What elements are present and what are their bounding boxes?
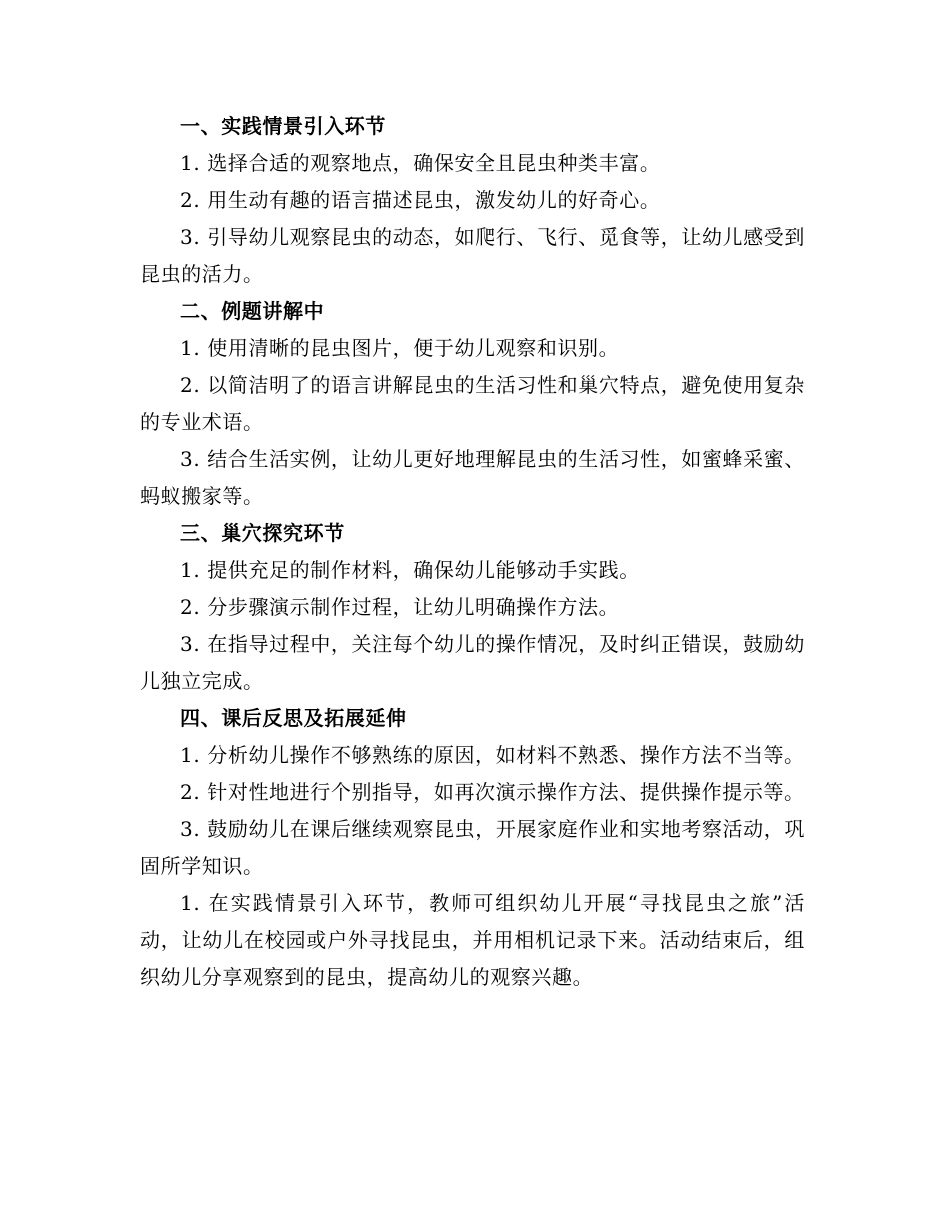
paragraph: 2. 用生动有趣的语言描述昆虫，激发幼儿的好奇心。 [180, 188, 661, 212]
paragraph: 2. 针对性地进行个别指导，如再次演示操作方法、提供操作提示等。 [180, 780, 805, 804]
paragraph: 1. 分析幼儿操作不够熟练的原因，如材料不熟悉、操作方法不当等。 [180, 743, 805, 767]
paragraph: 3. 结合生活实例，让幼儿更好地理解昆虫的生活习性，如蜜蜂采蜜、蚂蚁搬家等。 [140, 447, 805, 508]
paragraph: 1. 使用清晰的昆虫图片，便于幼儿观察和识别。 [180, 336, 620, 360]
section-heading: 三、巢穴探究环节 [180, 521, 345, 545]
document-page [140, 108, 805, 996]
section-heading: 四、课后反思及拓展延伸 [180, 706, 407, 730]
paragraph: 1. 选择合适的观察地点，确保安全且昆虫种类丰富。 [180, 151, 661, 175]
section-heading: 二、例题讲解中 [180, 299, 325, 323]
paragraph: 2. 分步骤演示制作过程，让幼儿明确操作方法。 [180, 595, 620, 619]
paragraph: 3. 引导幼儿观察昆虫的动态，如爬行、飞行、觅食等，让幼儿感受到昆虫的活力。 [140, 225, 805, 286]
section-heading: 一、实践情景引入环节 [180, 114, 386, 138]
paragraph: 1. 在实践情景引入环节，教师可组织幼儿开展“寻找昆虫之旅”活动，让幼儿在校园或户外寻找昆虫，并用相机记录下来。活动结束后，组织幼儿分享观察到的昆虫，提高幼儿的观察兴趣。 [140, 891, 805, 989]
paragraph: 3. 在指导过程中，关注每个幼儿的操作情况，及时纠正错误，鼓励幼儿独立完成。 [140, 632, 805, 693]
paragraph: 3. 鼓励幼儿在课后继续观察昆虫，开展家庭作业和实地考察活动，巩固所学知识。 [140, 817, 805, 878]
paragraph: 1. 提供充足的制作材料，确保幼儿能够动手实践。 [180, 558, 640, 582]
paragraph: 2. 以简洁明了的语言讲解昆虫的生活习性和巢穴特点，避免使用复杂的专业术语。 [140, 373, 805, 434]
